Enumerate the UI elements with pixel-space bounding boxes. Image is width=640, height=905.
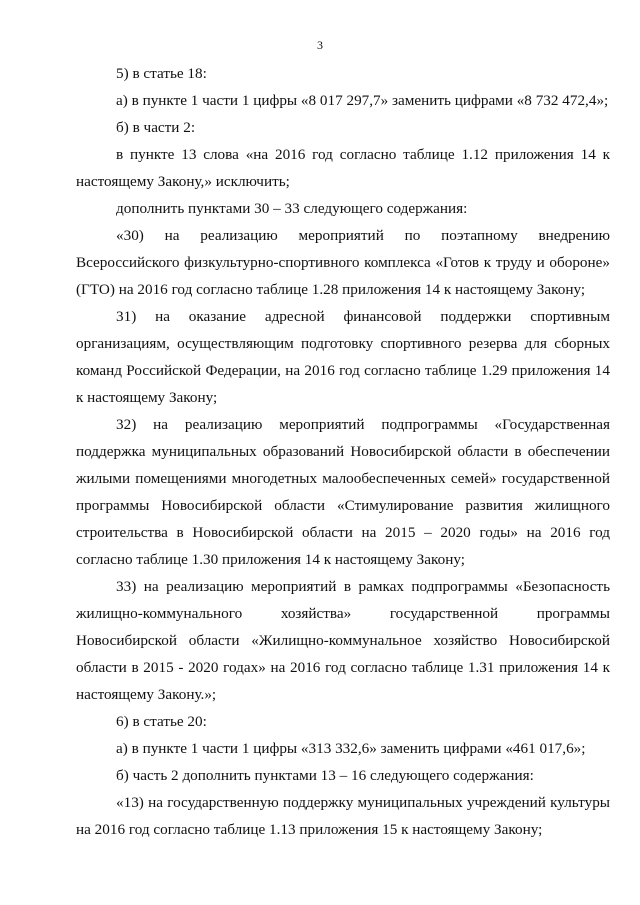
paragraph: «13) на государственную поддержку муниципальных учреждений культуры на 2016 год согласно таблице 1.13 приложения 15 к настоящему Закону; (76, 794, 610, 838)
paragraph: 33) на реализацию мероприятий в рамках подпрограммы «Безопасность жилищно-коммунального хозяйства» государственной программы Новосибирской области «Жилищно-коммунальное хозяйство Новосибирской области в 2015 - 2020 годах» на 2016 год согласно таблице 1.31 приложения 14 к настоящему Закону.»; (76, 578, 610, 703)
page-number: 3 (317, 38, 323, 52)
paragraph: дополнить пунктами 30 – 33 следующего содержания: (116, 200, 468, 217)
paragraph: 32) на реализацию мероприятий подпрограммы «Государственная поддержка муниципальных образований Новосибирской области в обеспечении жилыми помещениями многодетных малообеспеченных семей» государственной программы Новосибирской области «Стимулирование развития жилищного строительства в Новосибирской области на 2015 – 2020 годы» на 2016 год согласно таблице 1.30 приложения 14 к настоящему Закону; (76, 416, 610, 568)
paragraph: 5) в статье 18: (116, 65, 207, 82)
paragraph: 31) на оказание адресной финансовой поддержки спортивным организациям, осуществляющим подготовку спортивного резерва для сборных команд Российской Федерации, на 2016 год согласно таблице 1.29 приложения 14 к настоящему Закону; (76, 308, 610, 406)
paragraph: б) в части 2: (116, 119, 196, 136)
paragraph: б) часть 2 дополнить пунктами 13 – 16 следующего содержания: (116, 767, 534, 784)
paragraph: 6) в статье 20: (116, 713, 207, 730)
document-body (76, 60, 610, 843)
paragraph: «30) на реализацию мероприятий по поэтапному внедрению Всероссийского физкультурно-спортивного комплекса «Готов к труду и обороне» (ГТО) на 2016 год согласно таблице 1.28 приложения 14 к настоящему Закону; (76, 227, 610, 298)
paragraph: а) в пункте 1 части 1 цифры «313 332,6» заменить цифрами «461 017,6»; (116, 740, 586, 757)
paragraph: в пункте 13 слова «на 2016 год согласно таблице 1.12 приложения 14 к настоящему Закону,» исключить; (76, 146, 610, 190)
paragraph: а) в пункте 1 части 1 цифры «8 017 297,7» заменить цифрами «8 732 472,4»; (116, 92, 609, 109)
